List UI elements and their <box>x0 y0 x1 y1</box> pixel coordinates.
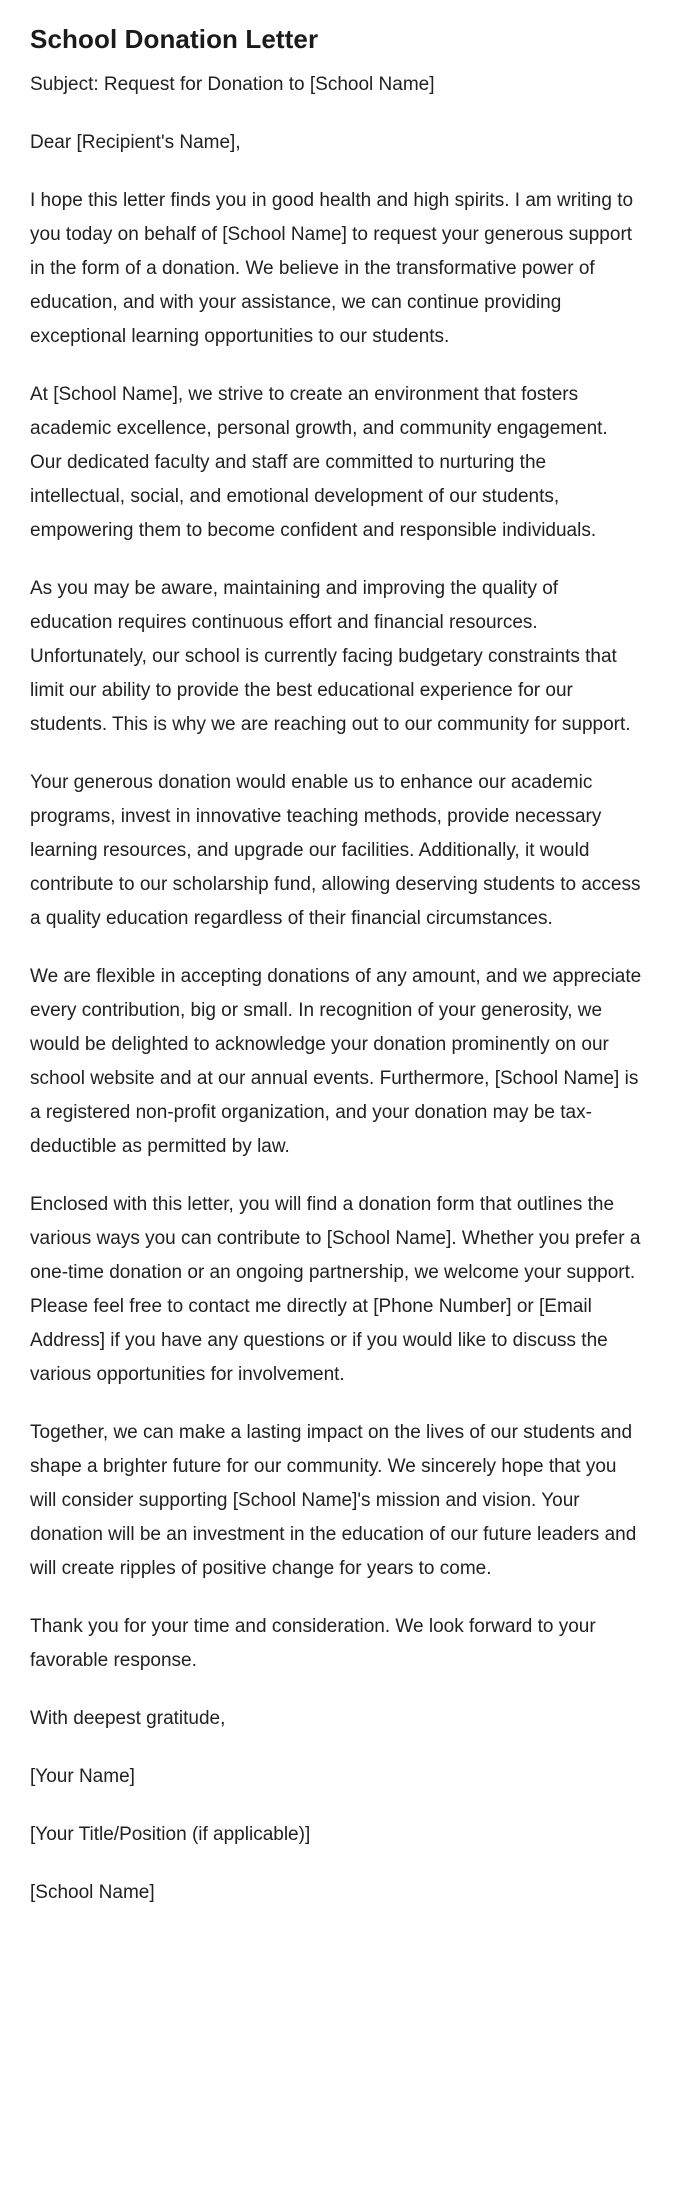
letter-paragraph-1: I hope this letter finds you in good health and high spirits. I am writing to you today on behalf of [School Name] to request your generous support in the form of a donation. We believe in the transformative power of education, and with your assistance, we can continue providing exceptional learning opportunities to our students. <box>30 190 634 347</box>
salutation: Dear [Recipient's Name], <box>30 132 241 153</box>
closing-line: With deepest gratitude, <box>30 1708 226 1729</box>
signature-name: [Your Name] <box>30 1766 135 1787</box>
letter-paragraph-3: As you may be aware, maintaining and improving the quality of education requires continuous effort and financial resources. Unfortunately, our school is currently facing budgetary constraints that limit our ability to provide the best educational experience for our students. This is why we are reaching out to our community for support. <box>30 578 631 735</box>
letter-paragraph-5: We are flexible in accepting donations of any amount, and we appreciate every contribution, big or small. In recognition of your generosity, we would be delighted to acknowledge your donation prominently on our school website and at our annual events. Furthermore, [School Name] is a registered non-profit organization, and your donation may be tax-deductible as permitted by law. <box>30 966 642 1157</box>
letter-paragraph-6: Enclosed with this letter, you will find a donation form that outlines the various ways you can contribute to [School Name]. Whether you prefer a one-time donation or an ongoing partnership, we welcome your support. Please feel free to contact me directly at [Phone Number] or [Email Address] if you have any questions or if you would like to discuss the various opportunities for involvement. <box>30 1194 641 1385</box>
signature-school: [School Name] <box>30 1882 155 1903</box>
signature-title: [Your Title/Position (if applicable)] <box>30 1824 311 1845</box>
letter-body <box>30 68 644 1910</box>
letter-paragraph-8: Thank you for your time and consideration. We look forward to your favorable response. <box>30 1616 596 1671</box>
letter-paragraph-4: Your generous donation would enable us to enhance our academic programs, invest in innovative teaching methods, provide necessary learning resources, and upgrade our facilities. Additionally, it would contribute to our scholarship fund, allowing deserving students to access a quality education regardless of their financial circumstances. <box>30 772 641 929</box>
subject-line: Subject: Request for Donation to [School Name] <box>30 74 435 95</box>
letter-paragraph-7: Together, we can make a lasting impact on the lives of our students and shape a brighter future for our community. We sincerely hope that you will consider supporting [School Name]'s mission and vision. Your donation will be an investment in the education of our future leaders and will create ripples of positive change for years to come. <box>30 1422 637 1579</box>
page-title: School Donation Letter <box>30 24 319 54</box>
letter-paragraph-2: At [School Name], we strive to create an environment that fosters academic excellence, personal growth, and community engagement. Our dedicated faculty and staff are committed to nurturing the intellectual, social, and emotional development of our students, empowering them to become confident and responsible individuals. <box>30 384 608 541</box>
